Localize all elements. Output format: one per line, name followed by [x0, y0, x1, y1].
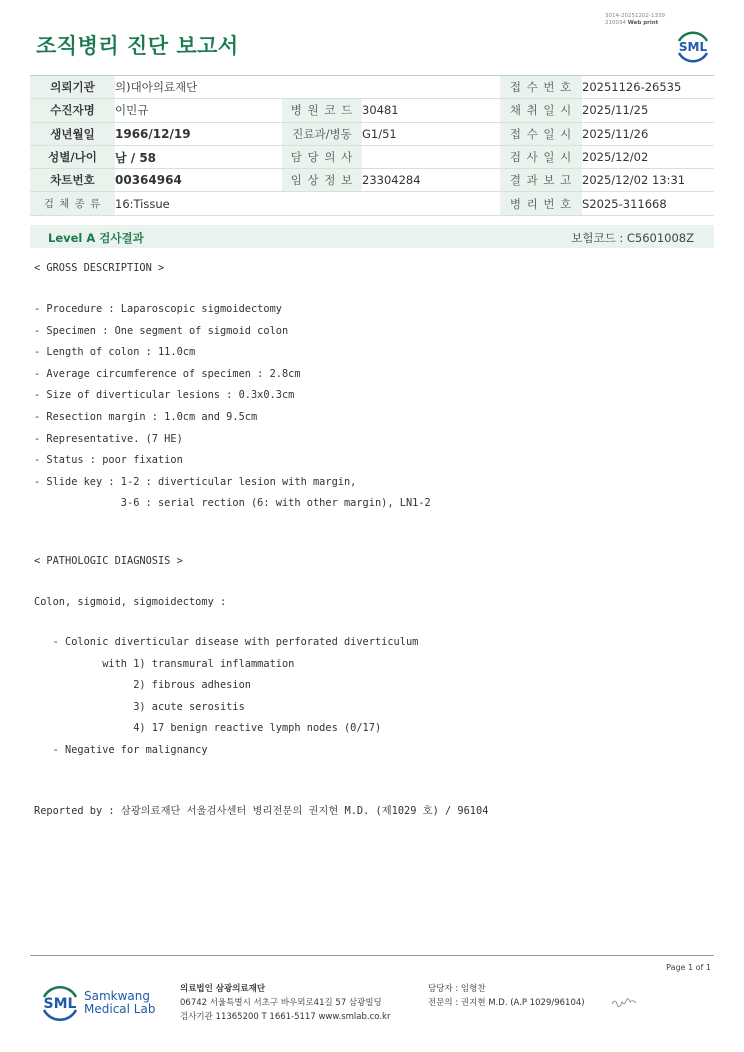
clinical-info-label: 임 상 정 보: [282, 169, 362, 192]
webprint-stamp: [605, 13, 665, 27]
page-number: Page 1 of 1: [666, 963, 711, 972]
report-line: 3-6 : serial rection (6: with other margin), LN1-2: [34, 497, 431, 510]
sml-logo-text: SML: [678, 40, 708, 54]
requesting-org-value: 의)대아의료재단: [115, 76, 500, 99]
report-line: - Representative. (7 HE): [34, 432, 183, 445]
reported-by: Reported by : 삼광의료재단 서울검사센터 병리전문의 권지현 M.D. (제1029 호) / 96104: [34, 805, 489, 817]
birth-value: 1966/12/19: [115, 122, 282, 145]
diagnosis-heading: < PATHOLOGIC DIAGNOSIS >: [34, 555, 183, 567]
webprint-code: 210034: [605, 20, 626, 26]
report-line: - Specimen : One segment of sigmoid colon: [34, 324, 289, 337]
report-line: - Negative for malignancy: [34, 744, 208, 756]
report-line: - Resection margin : 1.0cm and 9.5cm: [34, 411, 258, 423]
brand-line2: Medical Lab: [84, 1002, 156, 1016]
hospital-code-value: 30481: [362, 99, 500, 122]
collection-date-label: 채 취 일 시: [500, 99, 582, 122]
receipt-date-label: 접 수 일 시: [500, 122, 582, 145]
samkwang-logo-icon: [38, 980, 82, 1024]
patient-name-label: 수진자명: [30, 99, 115, 122]
result-level-bar: [30, 225, 714, 248]
footer-staff: [428, 982, 585, 1010]
collection-date-value: 2025/11/25: [582, 99, 714, 122]
report-title: 조직병리 진단 보고서: [36, 34, 239, 58]
brand-line1: Samkwang: [84, 989, 150, 1003]
chart-no-label: 차트번호: [30, 169, 115, 192]
webprint-id: 3014-20251202-1339: [605, 13, 665, 19]
result-report-value: 2025/12/02 13:31: [582, 169, 714, 192]
report-line: - Length of colon : 11.0cm: [34, 346, 196, 359]
diagnosis-site: Colon, sigmoid, sigmoidectomy :: [34, 596, 227, 608]
info-row: [30, 76, 714, 99]
report-line: 4) 17 benign reactive lymph nodes (0/17): [34, 722, 382, 735]
sml-logo-icon: [674, 27, 712, 65]
birth-label: 생년월일: [30, 122, 115, 145]
dept-label: 진료과/병동: [282, 122, 362, 145]
doctor-value: [362, 145, 500, 168]
report-line: with 1) transmural inflammation: [34, 657, 295, 670]
info-row: [30, 122, 714, 145]
doctor-label: 담 당 의 사: [282, 145, 362, 168]
report-line: - Procedure : Laparoscopic sigmoidectomy: [34, 303, 282, 315]
info-row: [30, 145, 714, 168]
info-row: [30, 99, 714, 122]
receipt-no-value: 20251126-26535: [582, 76, 714, 99]
manager: 담당자 : 임형찬: [428, 984, 486, 994]
webprint-label: Web print: [627, 20, 659, 26]
exam-date-value: 2025/12/02: [582, 145, 714, 168]
gross-heading: < GROSS DESCRIPTION >: [34, 262, 165, 274]
sex-age-label: 성별/나이: [30, 145, 115, 168]
insurance-code: 보험코드 : C5601008Z: [571, 231, 694, 245]
footer-brand: [84, 990, 155, 1016]
specimen-type-label: 검 체 종 류: [30, 192, 115, 215]
specimen-type-value: 16:Tissue: [115, 192, 500, 215]
sex-age-value: 남 / 58: [115, 145, 282, 168]
clinical-info-value: 23304284: [362, 169, 500, 192]
info-row: [30, 169, 714, 192]
report-line: - Average circumference of specimen : 2.8cm: [34, 367, 301, 380]
report-line: - Colonic diverticular disease with perforated diverticulum: [34, 636, 419, 648]
receipt-no-label: 접 수 번 호: [500, 76, 582, 99]
exam-date-label: 검 사 일 시: [500, 145, 582, 168]
info-row: [30, 192, 714, 215]
dept-value: G1/51: [362, 122, 500, 145]
chart-no-value: 00364964: [115, 169, 282, 192]
result-report-label: 결 과 보 고: [500, 169, 582, 192]
report-line: 2) fibrous adhesion: [34, 679, 251, 692]
hospital-code-label: 병 원 코 드: [282, 99, 362, 122]
org-contact: 검사기관 11365200 T 1661-5117 www.smlab.co.kr: [180, 1012, 391, 1022]
footer-divider: [30, 955, 714, 956]
report-line: - Size of diverticular lesions : 0.3x0.3cm: [34, 389, 295, 402]
report-line: 3) acute serositis: [34, 700, 245, 713]
footer-logo-text: SML: [43, 996, 77, 1012]
receipt-date-value: 2025/11/26: [582, 122, 714, 145]
report-line: - Slide key : 1-2 : diverticular lesion with margin,: [34, 475, 357, 488]
specialist: 전문의 : 권지현 M.D. (A.P 1029/96104): [428, 998, 585, 1008]
report-line: - Status : poor fixation: [34, 454, 183, 467]
patient-name-value: 이민규: [115, 99, 282, 122]
footer-org-info: [180, 982, 390, 1024]
signature-icon: [610, 996, 640, 1008]
path-no-value: S2025-311668: [582, 192, 714, 215]
path-no-label: 병 리 번 호: [500, 192, 582, 215]
requesting-org-label: 의뢰기관: [30, 76, 115, 99]
org-name: 의료법인 삼광의료재단: [180, 984, 266, 994]
org-address: 06742 서울특별시 서초구 바우뫼로41길 57 삼광빌딩: [180, 998, 382, 1008]
level-label: Level A 검사결과: [48, 231, 144, 245]
patient-info-table: [30, 75, 714, 216]
